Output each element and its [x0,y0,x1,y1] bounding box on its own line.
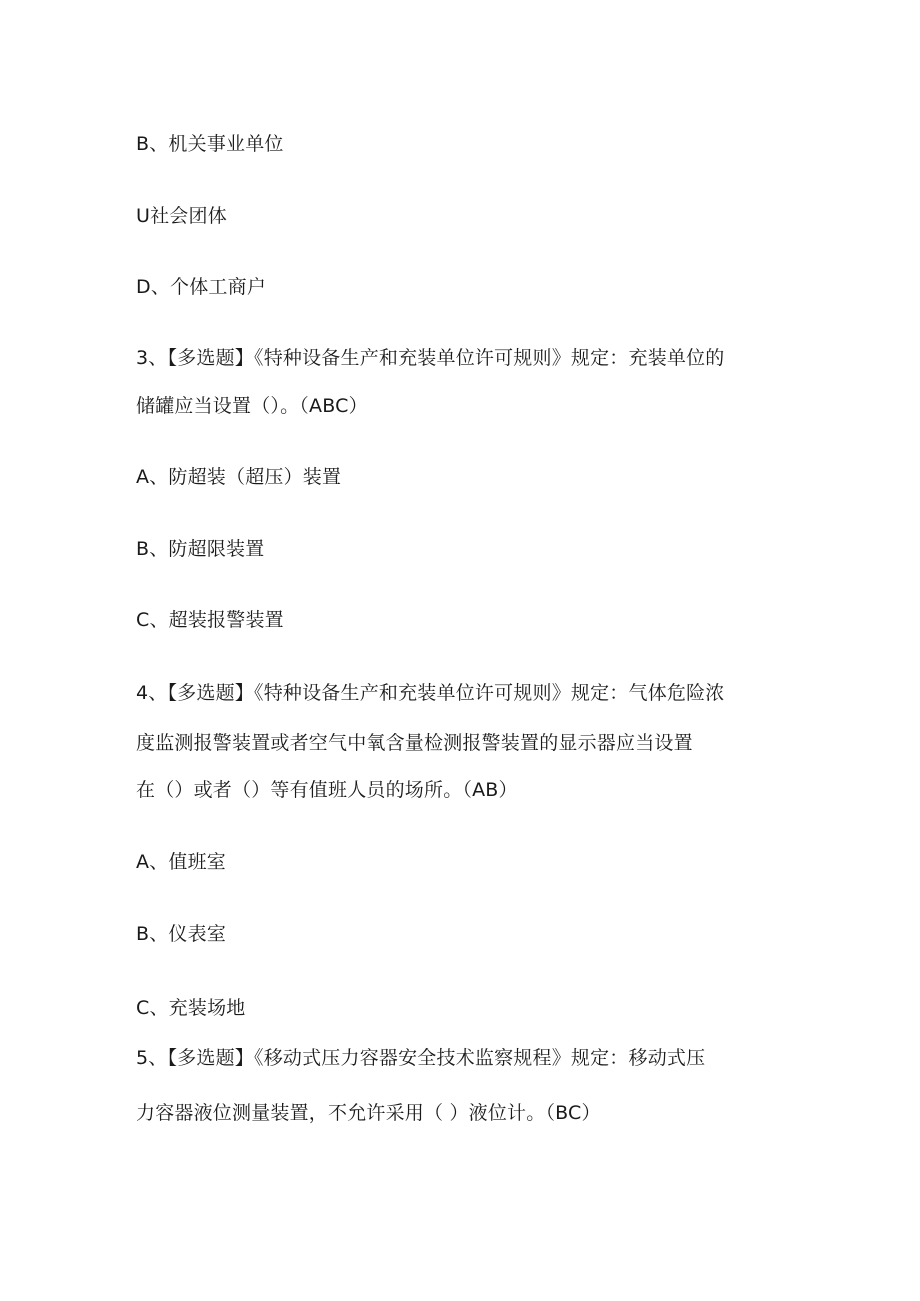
q3-option-a: A、防超装（超压）装置 [136,466,342,488]
q3-option-c: C、超装报警装置 [136,609,284,631]
q4-stem-line-2: 度监测报警装置或者空气中氧含量检测报警装置的显示器应当设置 [136,732,693,754]
q4-option-a: A、值班室 [136,851,226,873]
q4-stem-line-1: 4、【多选题】《特种设备生产和充装单位许可规则》规定：气体危险浓 [136,682,725,704]
q3-stem-line-2: 储罐应当设置（）。（ABC） [136,395,368,417]
q4-stem-line-3: 在（）或者（）等有值班人员的场所。（AB） [136,779,518,801]
q2-option-c: U社会团体 [136,205,227,227]
q5-stem-line-2: 力容器液位测量装置，不允许采用（ ）液位计。（BC） [136,1102,601,1124]
q3-option-b: B、防超限装置 [136,538,265,560]
q4-option-c: C、充装场地 [136,997,246,1019]
q2-option-b: B、机关事业单位 [136,133,284,155]
q3-stem-line-1: 3、【多选题】《特种设备生产和充装单位许可规则》规定：充装单位的 [136,347,725,369]
q2-option-d: D、个体工商户 [136,276,267,298]
q5-stem-line-1: 5、【多选题】《移动式压力容器安全技术监察规程》规定：移动式压 [136,1047,706,1069]
q4-option-b: B、仪表室 [136,923,227,945]
